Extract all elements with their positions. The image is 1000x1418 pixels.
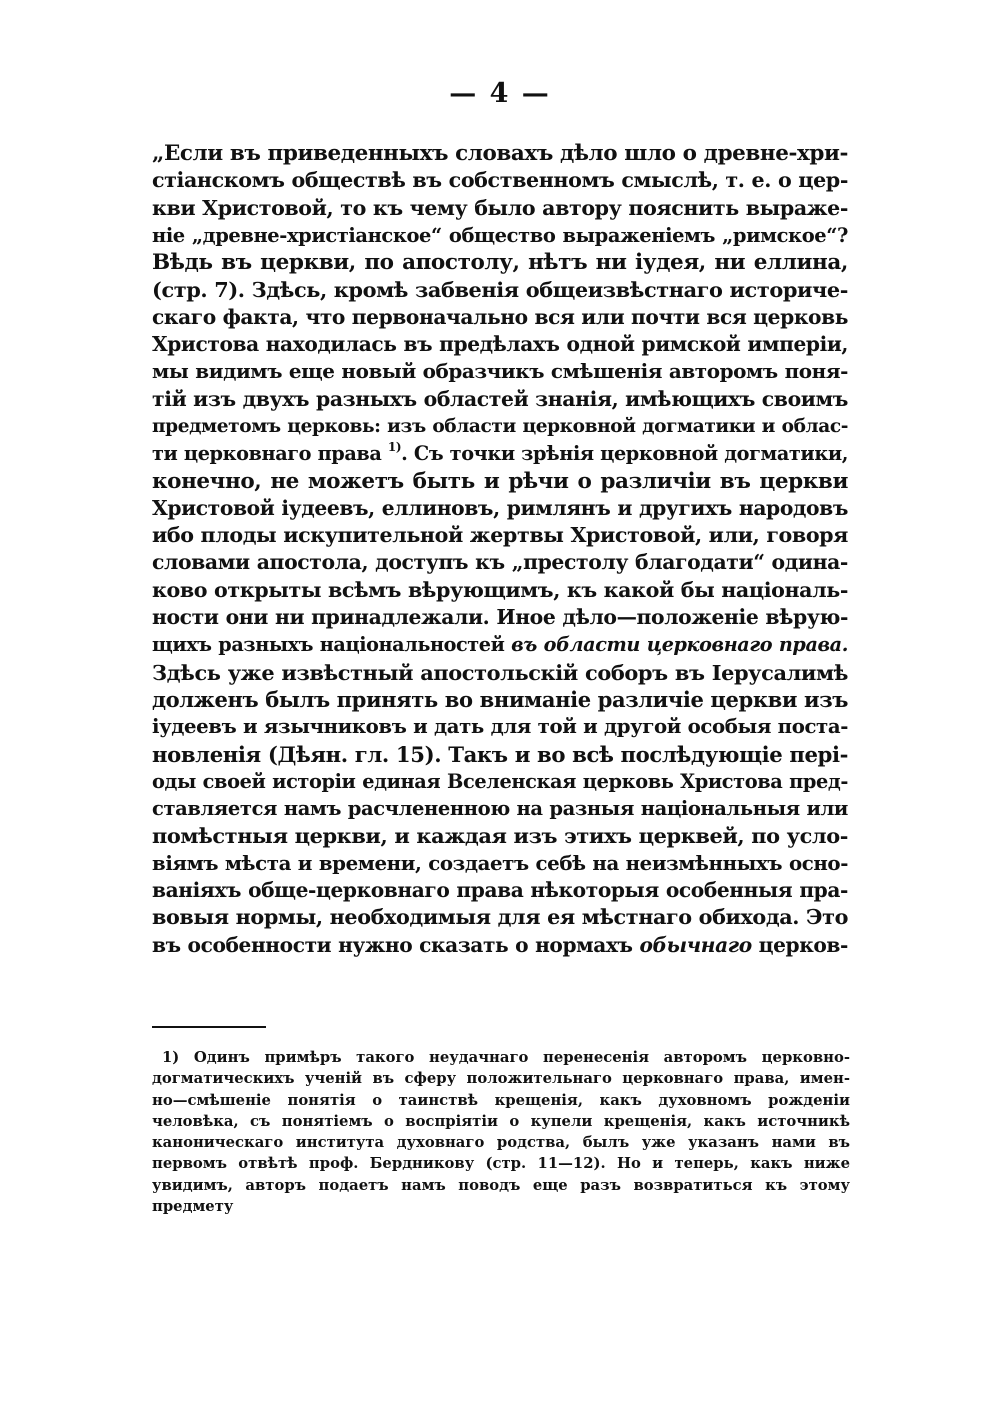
- footnote-line: предмету: [152, 1198, 234, 1216]
- text-fragment: церков-: [751, 932, 848, 957]
- text-line: оды своей исторіи единая Вселенская церковь Христова пред-: [152, 769, 848, 793]
- text-line: скаго факта, что первоначально вся или почти вся церковь: [152, 304, 848, 329]
- text-line: ніе „древне-христіанское“ общество выраженіемъ „римское“?: [152, 223, 848, 247]
- text-fragment: ти церковнаго права: [152, 442, 388, 466]
- text-line: стіанскомъ обществѣ въ собственномъ смыслѣ, т. е. о цер-: [152, 168, 848, 193]
- text-fragment: щихъ разныхъ національностей: [152, 633, 512, 657]
- page-number: — 4 —: [449, 78, 551, 109]
- footnote-line: человѣка, съ понятіемъ о воспріятіи о купели крещенія, какъ источникѣ: [152, 1112, 850, 1130]
- text-fragment: въ особенности нужно сказать о нормахъ: [152, 932, 640, 957]
- text-line: конечно, не можетъ быть и рѣчи о различіи въ церкви: [152, 468, 848, 494]
- text-line: [152, 932, 848, 959]
- footnote-divider: [152, 1026, 266, 1028]
- text-line: [152, 440, 848, 467]
- text-line: віямъ мѣста и времени, создаетъ себѣ на неизмѣнныхъ осно-: [152, 850, 848, 875]
- text-line: іудеевъ и язычниковъ и дать для той и другой особыя поста-: [152, 714, 848, 739]
- italic-emphasis: обычнаго: [639, 932, 752, 957]
- text-line: [152, 631, 848, 658]
- text-line: Здѣсь уже извѣстный апостольскій соборъ въ Іерусалимѣ: [152, 659, 848, 685]
- footnote-line: 1) Одинъ примѣръ такого неудачнаго перенесенія авторомъ церковно-: [162, 1049, 850, 1066]
- text-line: ности они ни принадлежали. Иное дѣло—положеніе вѣрую-: [152, 605, 848, 630]
- footnote-line: но—смѣшеніе понятія о таинствѣ крещенія, какъ духовномъ рожденіи: [152, 1091, 850, 1109]
- text-line: ково открыты всѣмъ вѣрующимъ, къ какой бы національ-: [152, 577, 848, 602]
- footnote-line: догматическихъ ученій въ сферу положительнаго церковнаго права, имен-: [152, 1070, 850, 1088]
- text-line: Христовой іудеевъ, еллиновъ, римлянъ и другихъ народовъ: [152, 495, 848, 520]
- text-line: вовыя нормы, необходимыя для ея мѣстнаго обихода. Это: [152, 905, 848, 930]
- text-line: ставляется намъ расчлененною на разныя національныя или: [152, 797, 848, 821]
- footnote-line: первомъ отвѣтѣ проф. Бердникову (стр. 11—12). Но и теперь, какъ ниже: [152, 1155, 850, 1173]
- text-line: „Если въ приведенныхъ словахъ дѣло шло о древне-хри-: [152, 141, 848, 166]
- italic-emphasis: въ области церковнаго права.: [511, 633, 848, 657]
- text-line: (стр. 7). Здѣсь, кромѣ забвенія общеизвѣстнаго историче-: [152, 277, 848, 303]
- text-line: Христова находилась въ предѣлахъ одной римской имперіи,: [152, 332, 848, 357]
- text-line: словами апостола, доступъ къ „престолу благодати“ одина-: [152, 550, 848, 575]
- text-line: кви Христовой, то къ чему было автору пояснить выраже-: [152, 195, 848, 220]
- text-fragment: . Съ точки зрѣнія церковной догматики,: [401, 442, 848, 466]
- main-text: [152, 140, 848, 959]
- text-line: новленія (Дѣян. гл. 15). Такъ и во всѣ послѣдующіе пері-: [152, 741, 848, 767]
- footnote-line: увидимъ, авторъ подаетъ намъ поводъ еще разъ возвратиться къ этому: [152, 1176, 850, 1194]
- text-line: мы видимъ еще новый образчикъ смѣшенія авторомъ поня-: [152, 359, 848, 384]
- text-line: долженъ былъ принять во вниманіе различіе церкви изъ: [152, 686, 848, 712]
- text-line: ваніяхъ обще-церковнаго права нѣкоторыя особенныя пра-: [152, 878, 848, 903]
- footnote: [152, 1047, 850, 1217]
- footnote-line: каноническаго института духовнаго родства, былъ уже указанъ нами въ: [152, 1134, 850, 1152]
- text-line: предметомъ церковь: изъ области церковной догматики и облас-: [152, 415, 848, 437]
- footnote-reference: 1): [387, 440, 402, 455]
- text-line: Вѣдь въ церкви, по апостолу, нѣтъ ни іудея, ни еллина,: [152, 250, 848, 276]
- text-line: тій изъ двухъ разныхъ областей знанія, имѣющихъ своимъ: [152, 386, 848, 411]
- text-line: ибо плоды искупительной жертвы Христовой, или, говоря: [152, 523, 848, 548]
- text-line: помѣстныя церкви, и каждая изъ этихъ церквей, по усло-: [152, 823, 848, 849]
